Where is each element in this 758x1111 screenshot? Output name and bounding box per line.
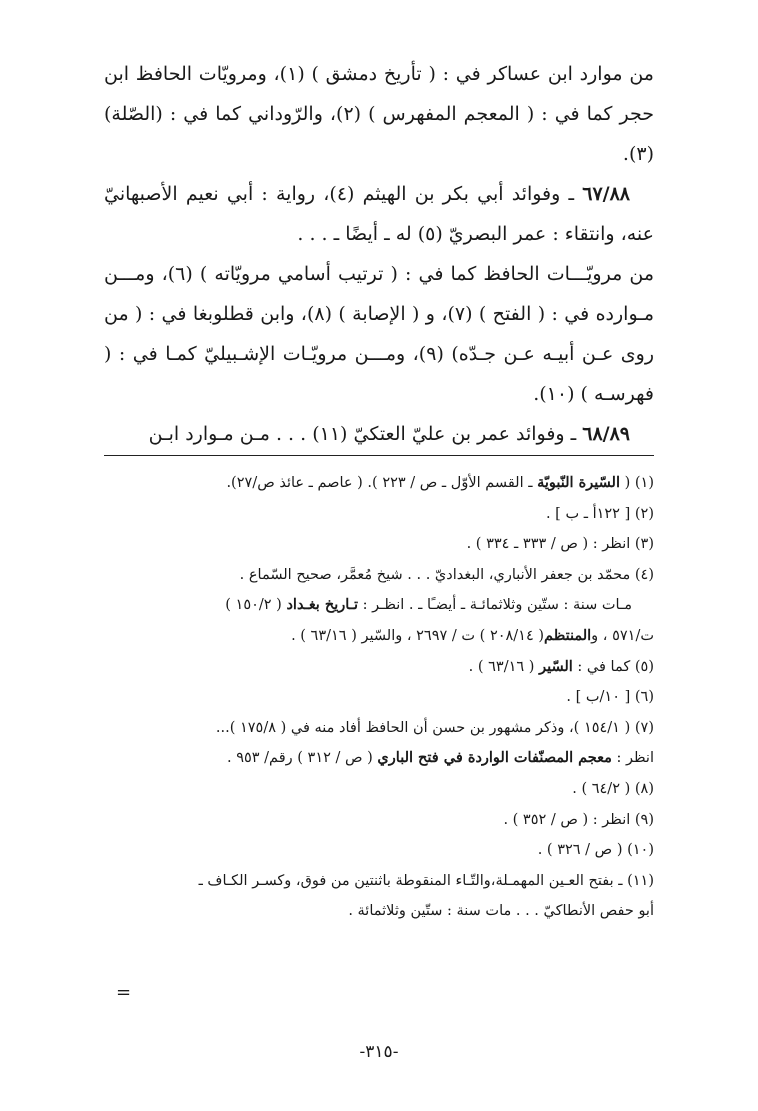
footnote-text: (٣) انظر : ( ص / ٣٣٣ ـ ٣٣٤ ) . (466, 536, 654, 553)
footnote-line (99, 499, 654, 530)
footnote-text: (٧) ( ١٥٤/١ )، وذكر مشهور بن حسن أن الحافظ أفاد منه في ( ١٧٥/٨ )... (215, 719, 654, 736)
footnote-source-title: تـاريخ بغـداد (286, 596, 358, 614)
footnote-text: (٦) [ ١٠/ب ] . (566, 689, 654, 706)
footnote-text: مـات سنة : ستّين وثلاثمائـة ـ أيضـًا ـ . انظـر : (358, 597, 632, 614)
footnote-line (99, 652, 654, 683)
paragraph-2-text: ـ وفوائد أبي بكر بن الهيثم (٤)، رواية : أبي نعيم الأصبهانيّ عنه، وانتقاء : عمر البصريّ (٥) له ـ أيضًا ـ . . . (104, 183, 654, 245)
footnote-text: (٤) محمّد بن جعفر الأنباري، البغداديّ . . . شيخ مُعمَّر، صحيح السّماع . (239, 566, 654, 583)
footnote-line (99, 774, 654, 805)
footnote-text: انظر : (611, 750, 654, 767)
footnote-text: (٢) [ ١٢٢أ ـ ب ] . (545, 505, 654, 522)
footnote-source-title: المنتظم (544, 626, 592, 644)
footnote-text-rest: ( ص / ٣١٢ ) رقم/ ٩٥٣ . (226, 750, 378, 767)
main-text (104, 54, 654, 454)
paragraph-2 (104, 174, 654, 254)
footnote-text: (١١) ـ بفتح العـين المهمـلة،والتّـاء المنقوطة باثنتين من فوق، وكسـر الكـاف ـ (198, 872, 654, 889)
footnote-line (99, 529, 654, 560)
footnote-line (99, 866, 654, 897)
footnote-source-title: السّيرة النّبويّة (537, 474, 620, 491)
footnote-line (99, 896, 654, 927)
footnote-text: (١٠) ( ص / ٣٢٦ ) . (537, 842, 654, 859)
footnote-text: أبو حفص الأنطاكيّ . . . مات سنة : ستّين وثلاثمائة . (348, 903, 654, 920)
paragraph-1-text: من موارد ابن عساكر في : ( تأريخ دمشق ) (١)، ومرويّات الحافظ ابن حجر كما في : ( المعجم المفهرس ) (٢)، والرّوداني كما في : (الصّلة)(٣). (104, 63, 654, 165)
footnote-text: (١) ( (619, 475, 654, 491)
footnote-source-title: السّير (539, 657, 573, 675)
continuation-mark: = (116, 982, 132, 1003)
footnote-line (99, 713, 654, 744)
footnote-text-rest: ( ٢٠٨/١٤ ) ت / ٢٦٩٧ ، والسّير ( ٦٣/١٦ ) . (291, 627, 545, 644)
paragraph-4 (104, 414, 654, 454)
paragraph-1 (104, 54, 654, 174)
footnote-text: ت/٥٧١ ، و (591, 627, 654, 644)
footnotes (99, 468, 654, 927)
footnote-line (99, 621, 654, 652)
paragraph-4-text: ـ وفوائد عمر بن عليّ العتكيّ (١١) . . . مـن مـوارد ابـن (148, 423, 583, 445)
footnote-line (99, 682, 654, 713)
footnote-text-rest: ( ١٥٠/٢ ) (225, 597, 287, 614)
footnote-text-rest: ـ القسم الأوّل ـ ص / ٢٢٣ ). ( عاصم ـ عائذ ص/٢٧). (226, 475, 538, 491)
entry-number-89: ٦٨/٨٩ (582, 423, 630, 445)
footnote-line (99, 468, 654, 499)
page-number: -٣١٥- (359, 1042, 399, 1062)
footnote-source-title: معجم المصنّفات الواردة في فتح الباري (377, 749, 612, 767)
footnote-line (99, 835, 654, 866)
entry-number-88: ٦٧/٨٨ (582, 183, 630, 205)
paragraph-3-text: من مرويّـــات الحافظ كما في : ( ترتيب أسامي مرويّاته ) (٦)، ومـــن مـوارده في : ( الفتح ) (٧)، و ( الإصابة ) (٨)، وابن قطلوبغا في : ( من روى عـن أبيـه عـن جـدّه) (٩)، ومـــن مرويّـات الإشـبيليّ كمـا في : ( فهرسـه ) (١٠). (104, 263, 655, 405)
paragraph-3 (104, 254, 654, 414)
footnote-divider (104, 455, 654, 456)
footnote-text: (٨) ( ٦٤/٢ ) . (572, 780, 654, 797)
footnote-line (99, 590, 654, 621)
footnote-line (99, 743, 654, 774)
footnote-line (99, 560, 654, 591)
footnote-text-rest: ( ٦٣/١٦ ) . (468, 658, 540, 675)
footnote-text: (٩) انظر : ( ص / ٣٥٢ ) . (503, 811, 654, 828)
footnote-line (99, 805, 654, 836)
footnote-text: (٥) كما في : (572, 658, 654, 675)
